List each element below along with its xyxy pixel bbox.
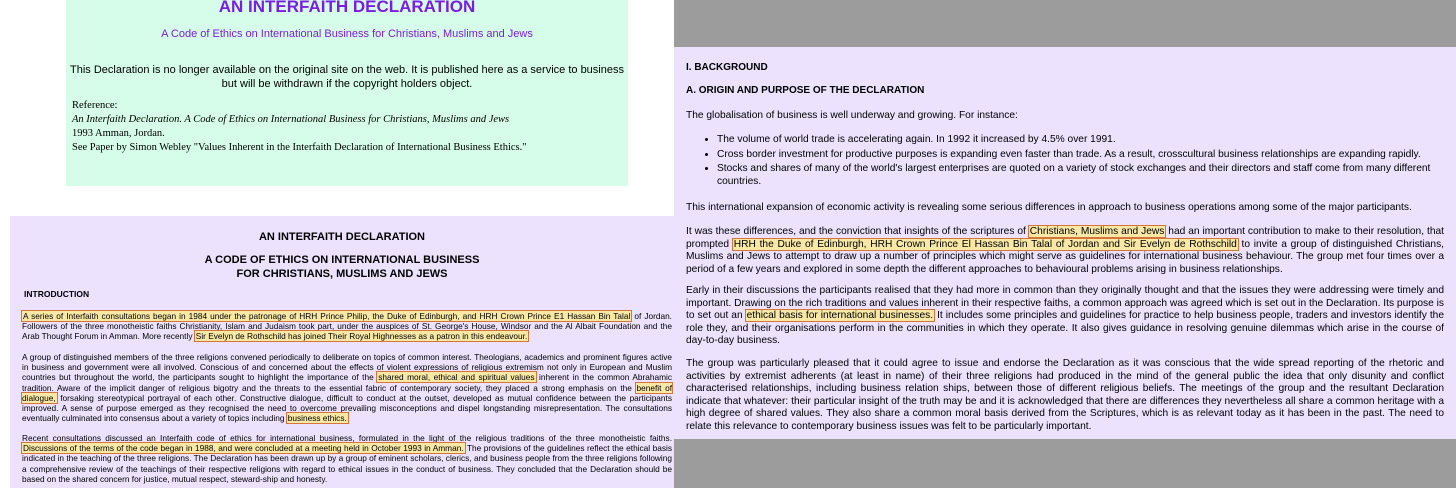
highlight: Christians, Muslims and Jews: [1029, 226, 1165, 237]
notice-line-1: This Declaration is no longer available on the original site on the web. It is published here as a service to business: [70, 64, 624, 76]
reference-paper: See Paper by Simon Webley "Values Inherent in the Interfaith Declaration of International Business Ethics.": [72, 142, 527, 153]
highlight: A series of Interfaith consultations began in 1984 under the patronage of HRH Prince Philip, the Duke of Edinburgh, and HRH Crown Prince E1 Hassan Bin Talal: [23, 311, 631, 321]
left-document-excerpt: [10, 216, 674, 488]
globalisation-intro: The globalisation of business is well underway and growing. For instance:: [686, 110, 1018, 121]
highlight: Discussions of the terms of the code began in 1988, and were concluded at a meeting held in October 1993 in Amman.: [23, 443, 464, 454]
availability-notice: [66, 63, 628, 91]
paragraph-text: It was these differences, and the conviction that insights of the scriptures of: [686, 226, 1029, 237]
doc-heading-line-1: A CODE OF ETHICS ON INTERNATIONAL BUSINESS: [204, 254, 480, 266]
paragraph-text: had an important contribution to make to their resolution, that prompted: [686, 226, 1444, 250]
list-item: • The volume of world trade is accelerating again. In 1992 it increased by 4.5% over 1991.: [717, 134, 1444, 147]
intro-paragraph-2: [22, 352, 672, 423]
highlight: Sir Evelyn de Rothschild has joined Their Royal Highnesses as a patron in this endeavour.: [195, 331, 528, 342]
section-heading-background: I. BACKGROUND: [686, 62, 768, 73]
section-heading-introduction: INTRODUCTION: [24, 289, 90, 299]
highlight: shared moral, ethical and spiritual values: [378, 372, 535, 383]
list-item: • Cross border investment for productive purposes is expanding even faster than trade. As a result, crosscultural business relationships are expanding rapidly.: [717, 149, 1444, 162]
reference-block: [72, 99, 527, 155]
header-panel: [66, 0, 628, 186]
highlight: HRH the Duke of Edinburgh, HRH Crown Prince El Hassan Bin Talal of Jordan and Sir Evelyn de Rothschild: [733, 238, 1237, 250]
differences-paragraph: [686, 226, 1444, 276]
paragraph-text: inherent in the common Abrahamic tradition. Aware of the implicit danger of religious bigotry and the threats to the essential fabric of contemporary society, they placed a strong emphasis on the: [22, 372, 672, 393]
group-paragraph: The group was particularly pleased that it could agree to issue and endorse the Declaration as it was conscious that the wide spread reporting of the rhetoric and activities by extremist adherents (at least in name) of their three religions had produced in the mind of the general public the idea that only disunity and conflict characterised relationships, including business relation ships, between those of different religious beliefs. The meetings of the group and the resultant Declaration indicate that whatever: their particular insight of the truth may be and it is acknowledged that there are differences they nevertheless all share a common heritage with a high degree of shared values. They also share a common moral basis derived from the Scriptures, which is as relevant today as it has been in the past. The need to relate this relevance to contemporary business issues was felt to be particularly important.: [686, 358, 1444, 432]
paragraph-text: It includes some principles and guidelines for practice to help business people, traders and investors identify the role they, and their organisations perform in the communities in which they operate. It also gives guidance in resolving genuine dilemmas which arise in the course of day-to-day business.: [686, 310, 1444, 347]
gray-backdrop-top: [674, 0, 1456, 47]
early-discussions-paragraph: [686, 285, 1444, 348]
expansion-paragraph: This international expansion of economic activity is revealing some serious differences in approach to business operations among some of the major participants.: [686, 202, 1412, 213]
subsection-heading-origin: A. ORIGIN AND PURPOSE OF THE DECLARATION: [686, 85, 925, 96]
paragraph-text: of Jordan. Followers of the three monotheistic faiths Christianity, Islam and Judaism took part, under the auspices of St. George's House, Windsor and the Al Albait Foundation and the Arab Thought Forum in Amman. More recently: [22, 311, 672, 342]
paragraph-text: The provisions of the guidelines reflect the ethical basis indicated in the teaching of the three religions. The Declaration has been drawn up by a group of eminent scholars, clerics, and business people from the three religions following a comprehensive review of the teachings of their respective religions with regard to ethical issues in the conduct of business. They concluded that the Declaration should be based on the shared concern for justice, mutual respect, steward-ship and honesty.: [22, 443, 673, 484]
paragraph-text: to invite a group of distinguished Christians, Muslims and Jews to attempt to draw up a number of principles which might serve as guidelines for international business behaviour. The group met four times over a period of a few years and explored in some depth the different approaches to behavioural problems arising in business relationships.: [686, 238, 1445, 275]
right-document-excerpt: [674, 47, 1456, 439]
doc-heading-line-2: FOR CHRISTIANS, MUSLIMS AND JEWS: [236, 268, 448, 280]
notice-line-2: but will be withdrawn if the copyright holders object.: [221, 78, 473, 90]
paragraph-text: Early in their discussions the participants realised that they had more in common than they originally thought and that the issues they were addressing were timely and important. Drawing on the rich traditions and values inherent in their respective faiths, a common approach was agreed which is set out in the Declaration. Its purpose is to set out an: [686, 285, 1444, 322]
paragraph-text: Recent consultations discussed an Interfaith code of ethics for international business, formulated in the light of the religious traditions of the three monotheistic faiths.: [22, 433, 672, 443]
gray-backdrop-bottom: [674, 439, 1456, 488]
doc-title: AN INTERFAITH DECLARATION: [258, 231, 425, 243]
highlight: benefit of dialogue,: [22, 382, 672, 403]
list-item: • Stocks and shares of many of the world's largest enterprises are quoted on a variety of stock exchanges and their directors and staff come from many different countries.: [717, 163, 1444, 188]
globalisation-bullet-list: [686, 134, 1444, 190]
page-subtitle: A Code of Ethics on International Business for Christians, Muslims and Jews: [161, 28, 533, 40]
paragraph-text: A group of distinguished members of the three religions convened periodically to deliberate on topics of common interest. Theologians, academics and prominent figures active in business and government were all involved. Conscious of and concerned about the effects of violent expressions of religious extremism not only in European and Muslim countries but throughout the world, the participants sought to highlight the importance of the: [22, 352, 672, 383]
intro-paragraph-3: [22, 433, 672, 484]
highlight: business ethics.: [287, 413, 347, 424]
highlight: ethical basis for international businesses.: [746, 310, 934, 322]
reference-label: Reference:: [72, 100, 118, 111]
reference-citation: An Interfaith Declaration. A Code of Ethics on International Business for Christians, Muslims and Jews: [72, 114, 510, 125]
paragraph-text: forsaking stereotypical portrayal of each other. Constructive dialogue, difficult to conduct at the outset, developed as mutual confidence between the participants improved. A sense of purpose emerged as they recognised the need to overcome prevailing misconceptions and dispel longstanding misrepresentation. The consultations eventually culminated into consensus about a variety of topics including: [22, 392, 672, 424]
page-title: AN INTERFAITH DECLARATION: [218, 0, 476, 16]
reference-place: 1993 Amman, Jordan.: [72, 128, 165, 139]
intro-paragraph-1: [22, 311, 672, 342]
